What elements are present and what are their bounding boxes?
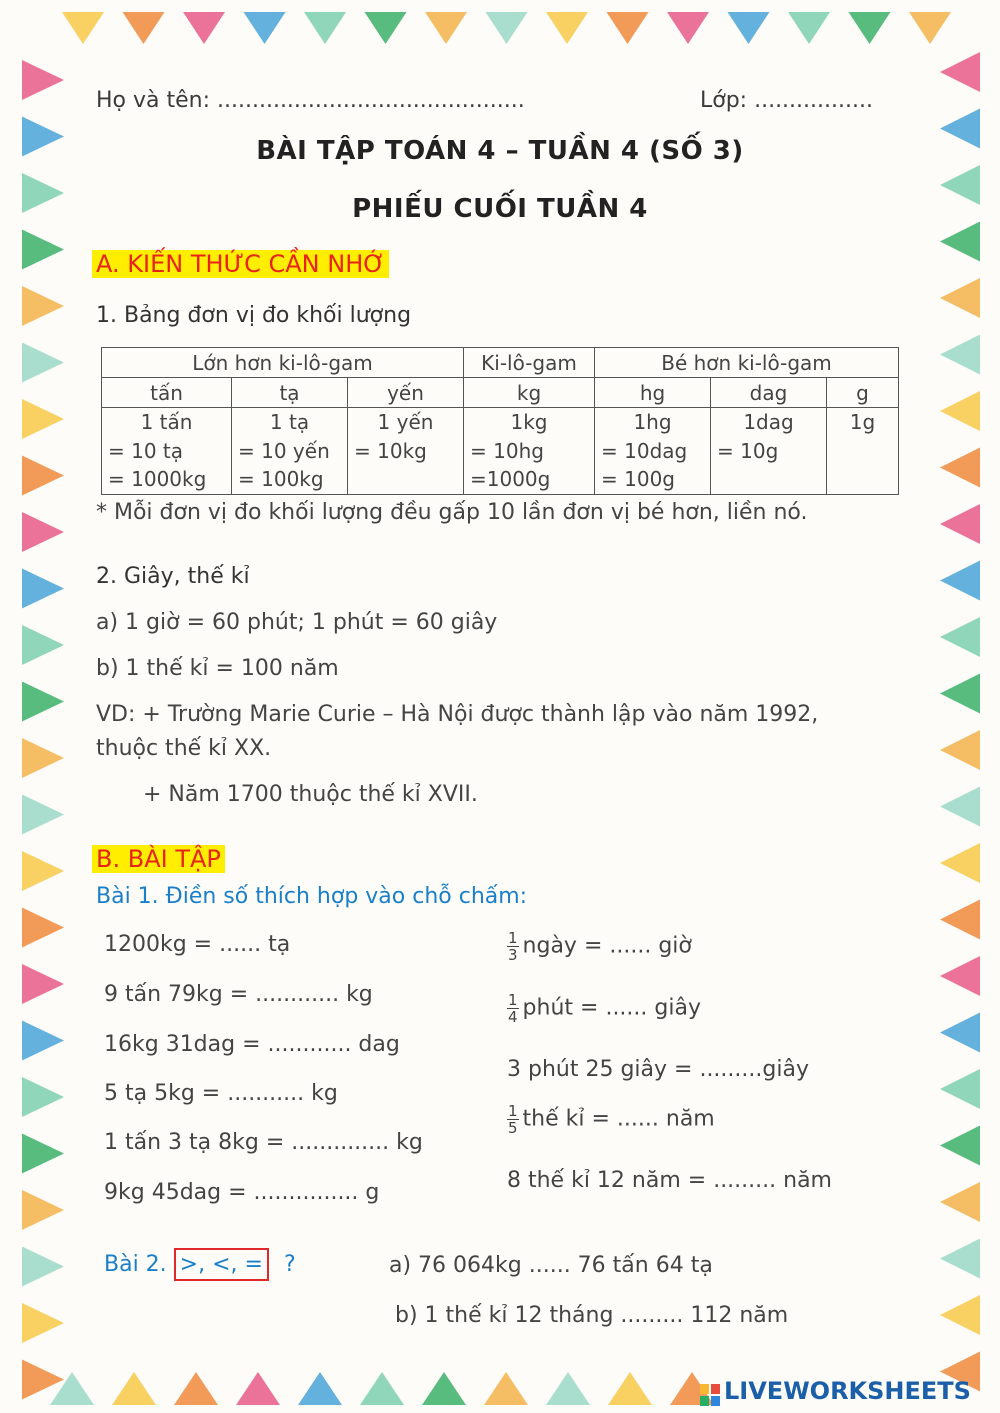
unit-conversion-cell — [102, 408, 232, 495]
unit-conversion-cell — [232, 408, 348, 495]
comparison-a: a) 76 064kg ...... 76 tấn 64 tạ — [389, 1253, 713, 1278]
fraction: $\frac{1}{4}$ — [508, 991, 518, 1026]
watermark-text: LIVEWORKSHEETS — [724, 1377, 971, 1405]
conversion-line: = 10kg — [354, 438, 427, 463]
conversion-line: = 10 yến — [238, 438, 330, 463]
unit-header: tấn — [102, 378, 232, 408]
conversion-line: = 100kg — [238, 467, 324, 492]
liveworksheets-icon — [700, 1384, 720, 1406]
bai1-title: Bài 1. Điền số thích hợp vào chỗ chấm: — [96, 884, 528, 909]
mass-unit-table — [101, 347, 899, 495]
conversion-line: 1g — [849, 410, 876, 434]
conversion-line: 1hg — [633, 410, 672, 434]
group-header: Lớn hơn ki-lô-gam — [102, 348, 464, 378]
section-b-heading: B. BÀI TẬP — [92, 845, 225, 873]
exercise-item: $\frac{1}{4}$ phút = ...... giây — [508, 991, 701, 1026]
exercise-item: 16kg 31dag = ............ dag — [104, 1032, 400, 1057]
conversion-line — [717, 465, 820, 494]
conversion-line — [354, 465, 457, 494]
conversion-line — [833, 465, 892, 494]
conversion-line: = 1000kg — [108, 467, 207, 492]
comparison-b: b) 1 thế kỉ 12 tháng ......... 112 năm — [395, 1303, 789, 1328]
comparison-symbols-box: >, <, = — [174, 1248, 269, 1281]
conversion-line: 1 tấn — [140, 410, 193, 434]
exercise-item: 5 tạ 5kg = ........... kg — [104, 1081, 338, 1106]
worksheet-subtitle: PHIẾU CUỐI TUẦN 4 — [352, 194, 648, 224]
fraction: $\frac{1}{5}$ — [508, 1102, 518, 1137]
exercise-item: 9kg 45dag = ............... g — [104, 1180, 380, 1205]
exercise-item: 1200kg = ...... tạ — [104, 932, 291, 957]
group-header: Bé hơn ki-lô-gam — [595, 348, 899, 378]
exercise-item: $\frac{1}{3}$ ngày = ...... giờ — [508, 929, 692, 964]
unit-header: tạ — [232, 378, 348, 408]
part2-title: 2. Giây, thế kỉ — [96, 564, 250, 589]
example-2: + Năm 1700 thuộc thế kỉ XVII. — [143, 782, 478, 807]
conversion-line: = 100g — [601, 467, 675, 492]
unit-conversion-cell — [595, 408, 711, 495]
unit-header: kg — [464, 378, 595, 408]
part1-title: 1. Bảng đơn vị đo khối lượng — [96, 303, 412, 328]
table-note: * Mỗi đơn vị đo khối lượng đều gấp 10 lần đơn vị bé hơn, liền nó. — [96, 500, 808, 525]
unit-conversion-cell — [711, 408, 827, 495]
fraction: $\frac{1}{3}$ — [508, 929, 518, 964]
conversion-line: 1 tạ — [269, 410, 310, 434]
exercise-item: $\frac{1}{5}$ thế kỉ = ...... năm — [508, 1102, 715, 1137]
unit-header: g — [827, 378, 899, 408]
unit-conversion-cell — [464, 408, 595, 495]
conversion-line: =1000g — [470, 467, 551, 492]
group-header: Ki-lô-gam — [464, 348, 595, 378]
liveworksheets-logo — [700, 1377, 971, 1406]
exercise-item: 8 thế kỉ 12 năm = ......... năm — [507, 1168, 832, 1193]
worksheet-title: BÀI TẬP TOÁN 4 – TUẦN 4 (SỐ 3) — [256, 136, 744, 166]
conversion-line: 1kg — [510, 410, 548, 434]
conversion-line: 1 yến — [377, 410, 434, 434]
exercise-item: 9 tấn 79kg = ............ kg — [104, 982, 373, 1007]
conversion-line: = 10hg — [470, 438, 544, 463]
unit-header: yến — [348, 378, 464, 408]
unit-conversion-cell — [348, 408, 464, 495]
bai2-title: Bài 2. >, <, = ? — [104, 1252, 296, 1277]
exercise-item: 3 phút 25 giây = .........giây — [507, 1057, 809, 1082]
conversion-line: = 10dag — [601, 438, 688, 463]
exercise-item: 1 tấn 3 tạ 8kg = .............. kg — [104, 1130, 423, 1155]
unit-header: hg — [595, 378, 711, 408]
class-field: Lớp: ................. — [700, 88, 873, 113]
unit-header: dag — [711, 378, 827, 408]
conversion-line: 1dag — [743, 410, 794, 434]
example-1-continued: thuộc thế kỉ XX. — [96, 736, 272, 761]
conversion-line: = 10 tạ — [108, 438, 184, 463]
time-fact-a: a) 1 giờ = 60 phút; 1 phút = 60 giây — [96, 610, 498, 635]
conversion-line: = 10g — [717, 438, 779, 463]
conversion-line — [833, 437, 892, 466]
student-name-field: Họ và tên: ............................................ — [96, 88, 525, 113]
unit-conversion-cell — [827, 408, 899, 495]
section-a-heading: A. KIẾN THỨC CẦN NHỚ — [92, 250, 389, 278]
example-1: VD: + Trường Marie Curie – Hà Nội được thành lập vào năm 1992, — [96, 702, 819, 727]
time-fact-b: b) 1 thế kỉ = 100 năm — [96, 656, 339, 681]
